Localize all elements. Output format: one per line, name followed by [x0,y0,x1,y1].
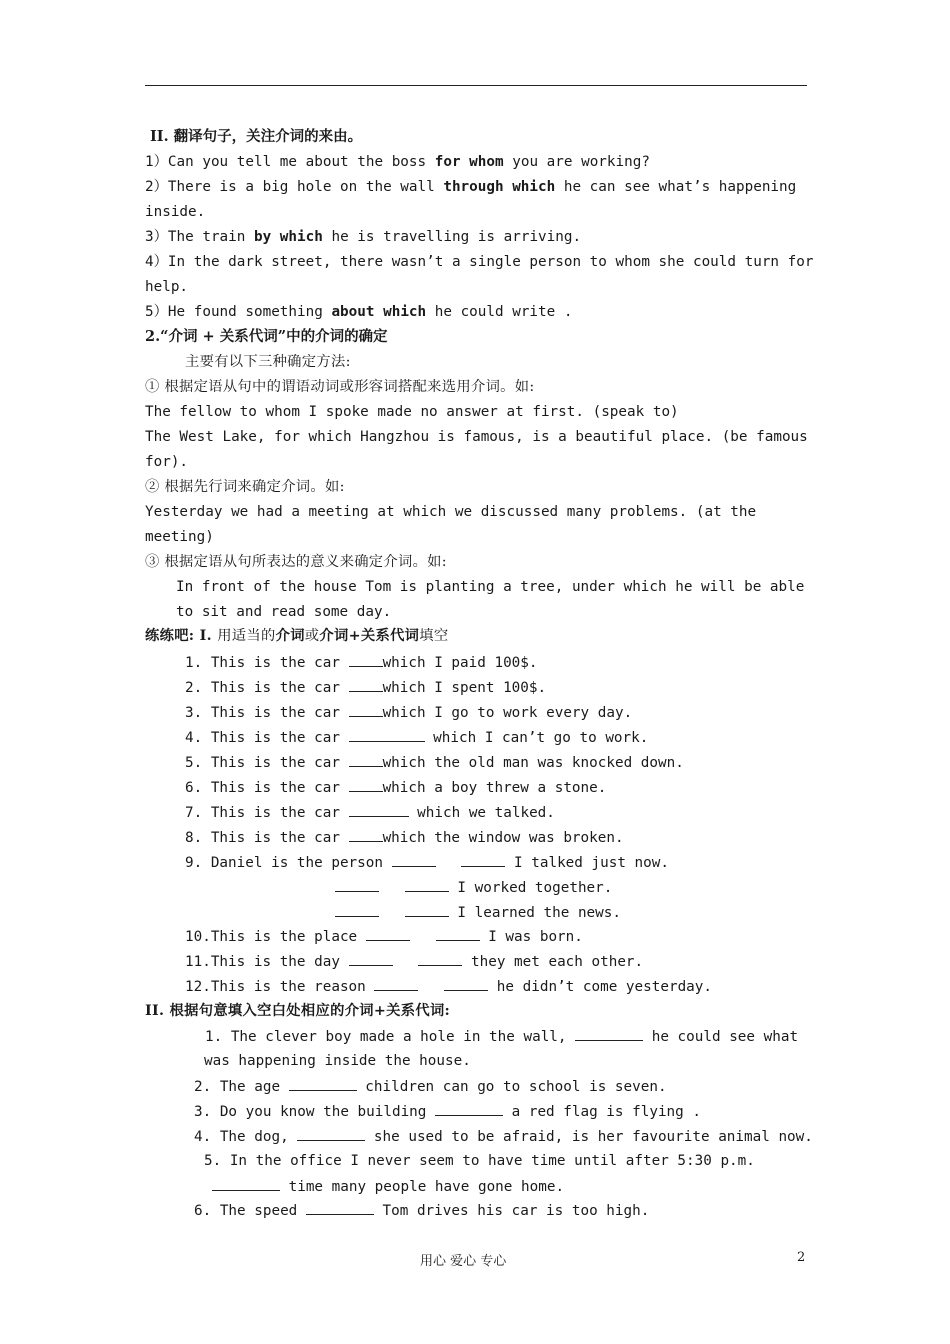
practice-1-item: 2. This is the car which I spent 100$. [185,677,546,698]
sentence-2: 2）There is a big hole on the wall through which he can see what’s happening [145,179,797,195]
method-3: ③ 根据定语从句所表达的意义来确定介词。如: [145,554,447,570]
sentence-5: 5）He found something about which he could write . [145,304,573,320]
practice-1-item: 10.This is the place I was born. [185,926,583,947]
practice-1-item: I worked together. [335,877,612,898]
practice-1-heading: 练练吧: I. 用适当的介词或介词+关系代词填空 [145,628,449,644]
practice-1-item: 8. This is the car which the window was broken. [185,827,624,848]
answer-blank[interactable] [349,702,383,717]
answer-blank[interactable] [461,852,505,867]
practice-1-item: 12.This is the reason he didn’t come yesterday. [185,976,712,997]
practice-2-question: 5. In the office I never seem to have time until after 5:30 p.m. [204,1153,755,1169]
answer-blank[interactable] [349,752,383,767]
method-1-example-2: The West Lake, for which Hangzhou is famous, is a beautiful place. (be famous [145,429,808,445]
practice-2-question-cont: time many people have gone home. [212,1176,564,1197]
method-2-example-cont: meeting) [145,529,214,545]
page-footer: 用心 爱心 专心 [420,1254,507,1269]
practice-2-question: 2. The age children can go to school is seven. [194,1076,667,1097]
sentence-4-cont: help. [145,279,189,295]
answer-blank[interactable] [374,976,418,991]
practice-2-question: 3. Do you know the building a red flag is flying . [194,1101,701,1122]
method-2-example: Yesterday we had a meeting at which we discussed many problems. (at the [145,504,757,520]
answer-blank[interactable] [435,1101,503,1116]
method-1-example-2-cont: for). [145,454,189,470]
method-2: ② 根据先行词来确定介词。如: [145,479,345,495]
practice-2-question-cont: was happening inside the house. [204,1053,471,1069]
answer-blank[interactable] [349,652,383,667]
answer-blank[interactable] [289,1076,357,1091]
answer-blank[interactable] [392,852,436,867]
answer-blank[interactable] [335,902,379,917]
method-1: ① 根据定语从句中的谓语动词或形容词搭配来选用介词。如: [145,379,535,395]
sentence-3: 3）The train by which he is travelling is arriving. [145,229,582,245]
method-3-example: In front of the house Tom is planting a tree, under which he will be able [176,579,805,595]
practice-1-item: 4. This is the car which I can’t go to work. [185,727,648,748]
answer-blank[interactable] [366,926,410,941]
answer-blank[interactable] [349,777,383,792]
method-1-example-1: The fellow to whom I spoke made no answer at first. (speak to) [145,404,679,420]
method-intro: 主要有以下三种确定方法: [185,354,351,370]
page-number: 2 [797,1250,806,1265]
practice-1-item: 9. Daniel is the person I talked just now. [185,852,669,873]
practice-1-item: 7. This is the car which we talked. [185,802,555,823]
practice-1-item: 11.This is the day they met each other. [185,951,643,972]
method-heading: 2.“介词 + 关系代词”中的介词的确定 [145,328,388,345]
practice-1-item: 5. This is the car which the old man was knocked down. [185,752,684,773]
answer-blank[interactable] [349,951,393,966]
practice-2-question: 4. The dog, she used to be afraid, is her favourite animal now. [194,1126,813,1147]
practice-1-item: 1. This is the car which I paid 100$. [185,652,538,673]
answer-blank[interactable] [212,1176,280,1191]
practice-1-item: 3. This is the car which I go to work every day. [185,702,632,723]
practice-2-question: 6. The speed Tom drives his car is too high. [194,1200,649,1221]
answer-blank[interactable] [297,1126,365,1141]
header-rule [145,85,807,86]
answer-blank[interactable] [306,1200,374,1215]
sentence-2-cont: inside. [145,204,206,220]
answer-blank[interactable] [349,677,383,692]
answer-blank[interactable] [349,727,425,742]
answer-blank[interactable] [349,827,383,842]
practice-2-heading: II. 根据句意填入空白处相应的介词+关系代词: [145,1003,451,1019]
answer-blank[interactable] [335,877,379,892]
section-heading: II. 翻译句子，关注介词的来由。 [150,128,363,145]
answer-blank[interactable] [436,926,480,941]
answer-blank[interactable] [418,951,462,966]
sentence-4: 4）In the dark street, there wasn’t a single person to whom she could turn for [145,254,814,270]
answer-blank[interactable] [575,1026,643,1041]
answer-blank[interactable] [444,976,488,991]
practice-1-item: 6. This is the car which a boy threw a stone. [185,777,606,798]
answer-blank[interactable] [349,802,409,817]
practice-1-item: I learned the news. [335,902,621,923]
practice-2-question: 1. The clever boy made a hole in the wall, he could see what [205,1026,798,1047]
sentence-1: 1）Can you tell me about the boss for whom you are working? [145,154,650,170]
answer-blank[interactable] [405,902,449,917]
answer-blank[interactable] [405,877,449,892]
method-3-example-cont: to sit and read some day. [176,604,392,620]
